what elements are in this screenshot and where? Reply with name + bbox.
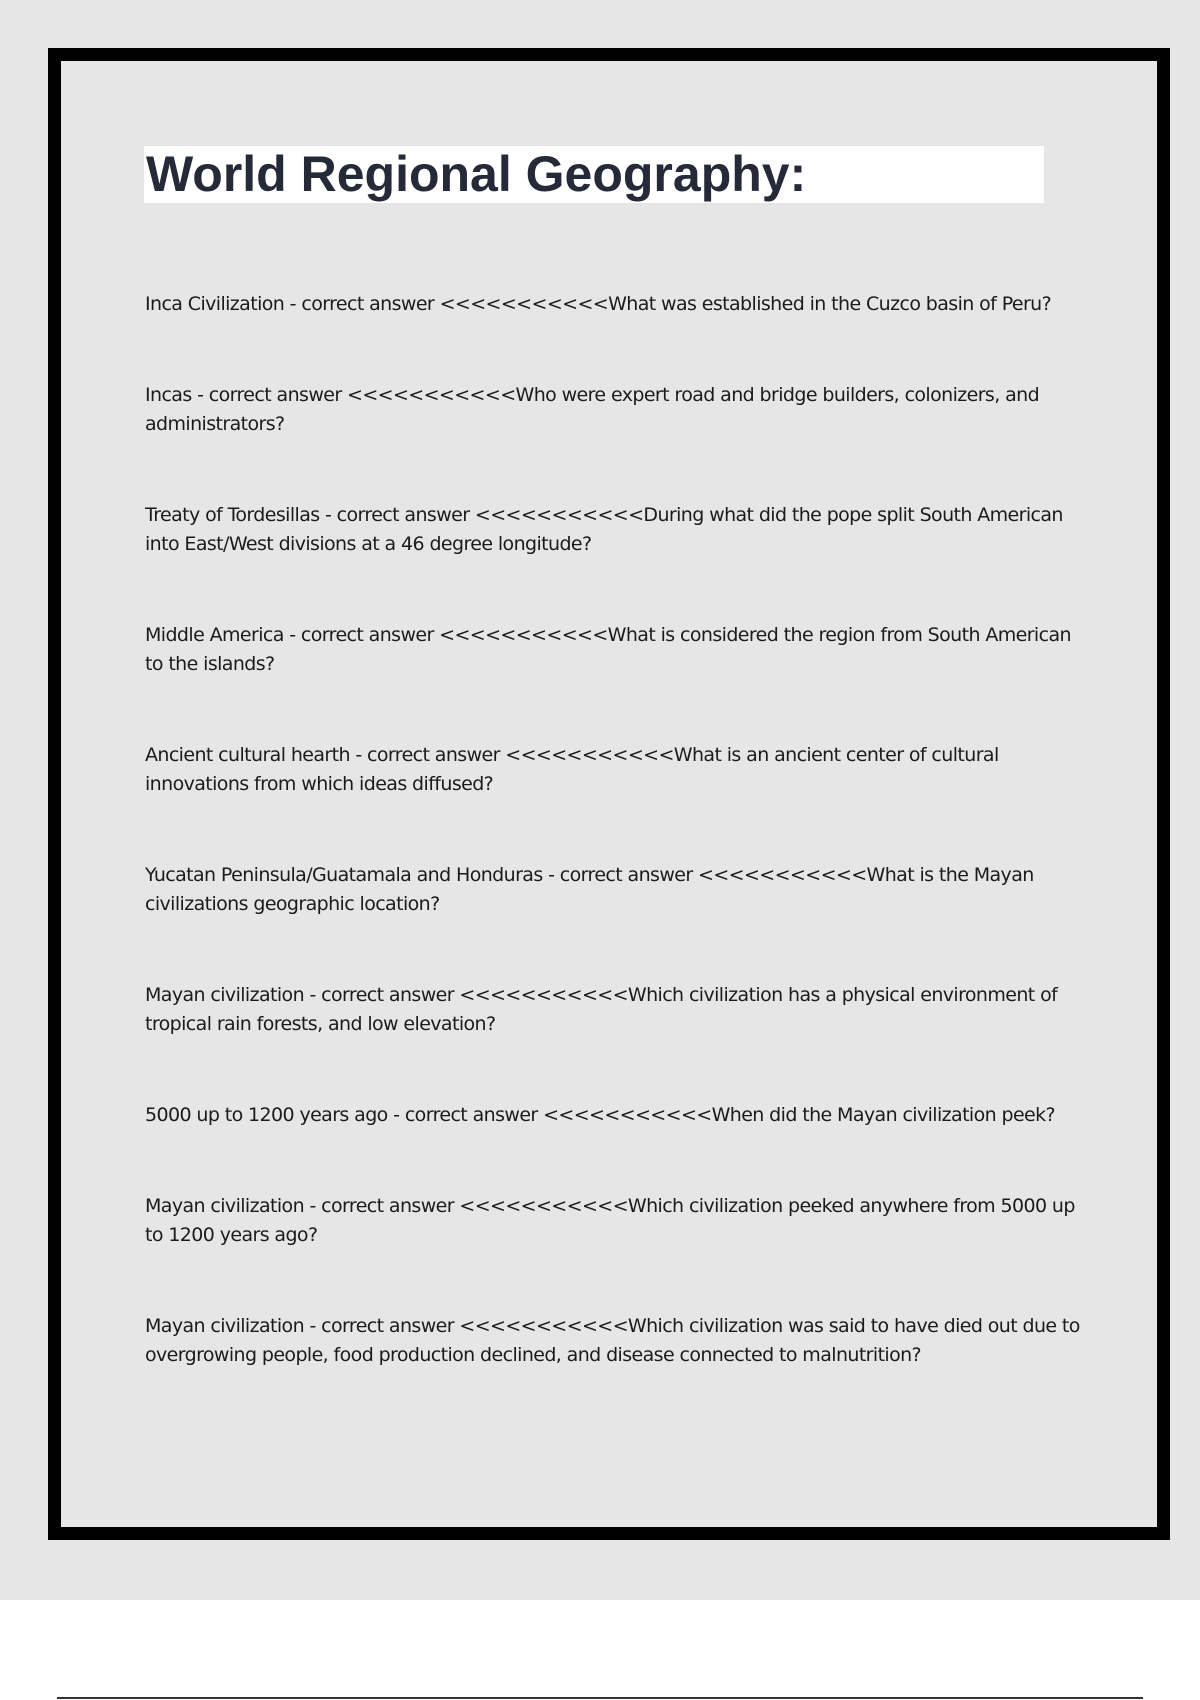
qa-item: Mayan civilization - correct answer <<<<<<<<<<<Which civilization peeked anywhere from 5000 up to 1200 years ago?	[145, 1195, 1075, 1246]
qa-item: Incas - correct answer <<<<<<<<<<<Who were expert road and bridge builders, colonizers, and administrators?	[145, 384, 1040, 435]
page-title: World Regional Geography:	[146, 146, 807, 202]
qa-item: 5000 up to 1200 years ago - correct answer <<<<<<<<<<<When did the Mayan civilization peek?	[145, 1104, 1056, 1126]
qa-item: Yucatan Peninsula/Guatamala and Honduras - correct answer <<<<<<<<<<<What is the Mayan civilizations geographic location?	[145, 864, 1034, 915]
qa-item: Inca Civilization - correct answer <<<<<<<<<<<What was established in the Cuzco basin of Peru?	[145, 293, 1052, 315]
qa-item: Middle America - correct answer <<<<<<<<<<<What is considered the region from South American to the islands?	[145, 624, 1071, 675]
footer-rule	[57, 1697, 1143, 1699]
qa-item: Ancient cultural hearth - correct answer <<<<<<<<<<<What is an ancient center of cultural innovations from which ideas diffused?	[145, 744, 999, 795]
qa-item: Mayan civilization - correct answer <<<<<<<<<<<Which civilization has a physical environment of tropical rain forests, and low elevation?	[145, 984, 1058, 1035]
qa-item: Treaty of Tordesillas - correct answer <<<<<<<<<<<During what did the pope split South American into East/West divisions at a 46 degree longitude?	[145, 504, 1063, 555]
qa-item: Mayan civilization - correct answer <<<<<<<<<<<Which civilization was said to have died out due to overgrowing people, food production declined, and disease connected to malnutrition?	[145, 1315, 1080, 1366]
qa-list	[145, 290, 1080, 1432]
